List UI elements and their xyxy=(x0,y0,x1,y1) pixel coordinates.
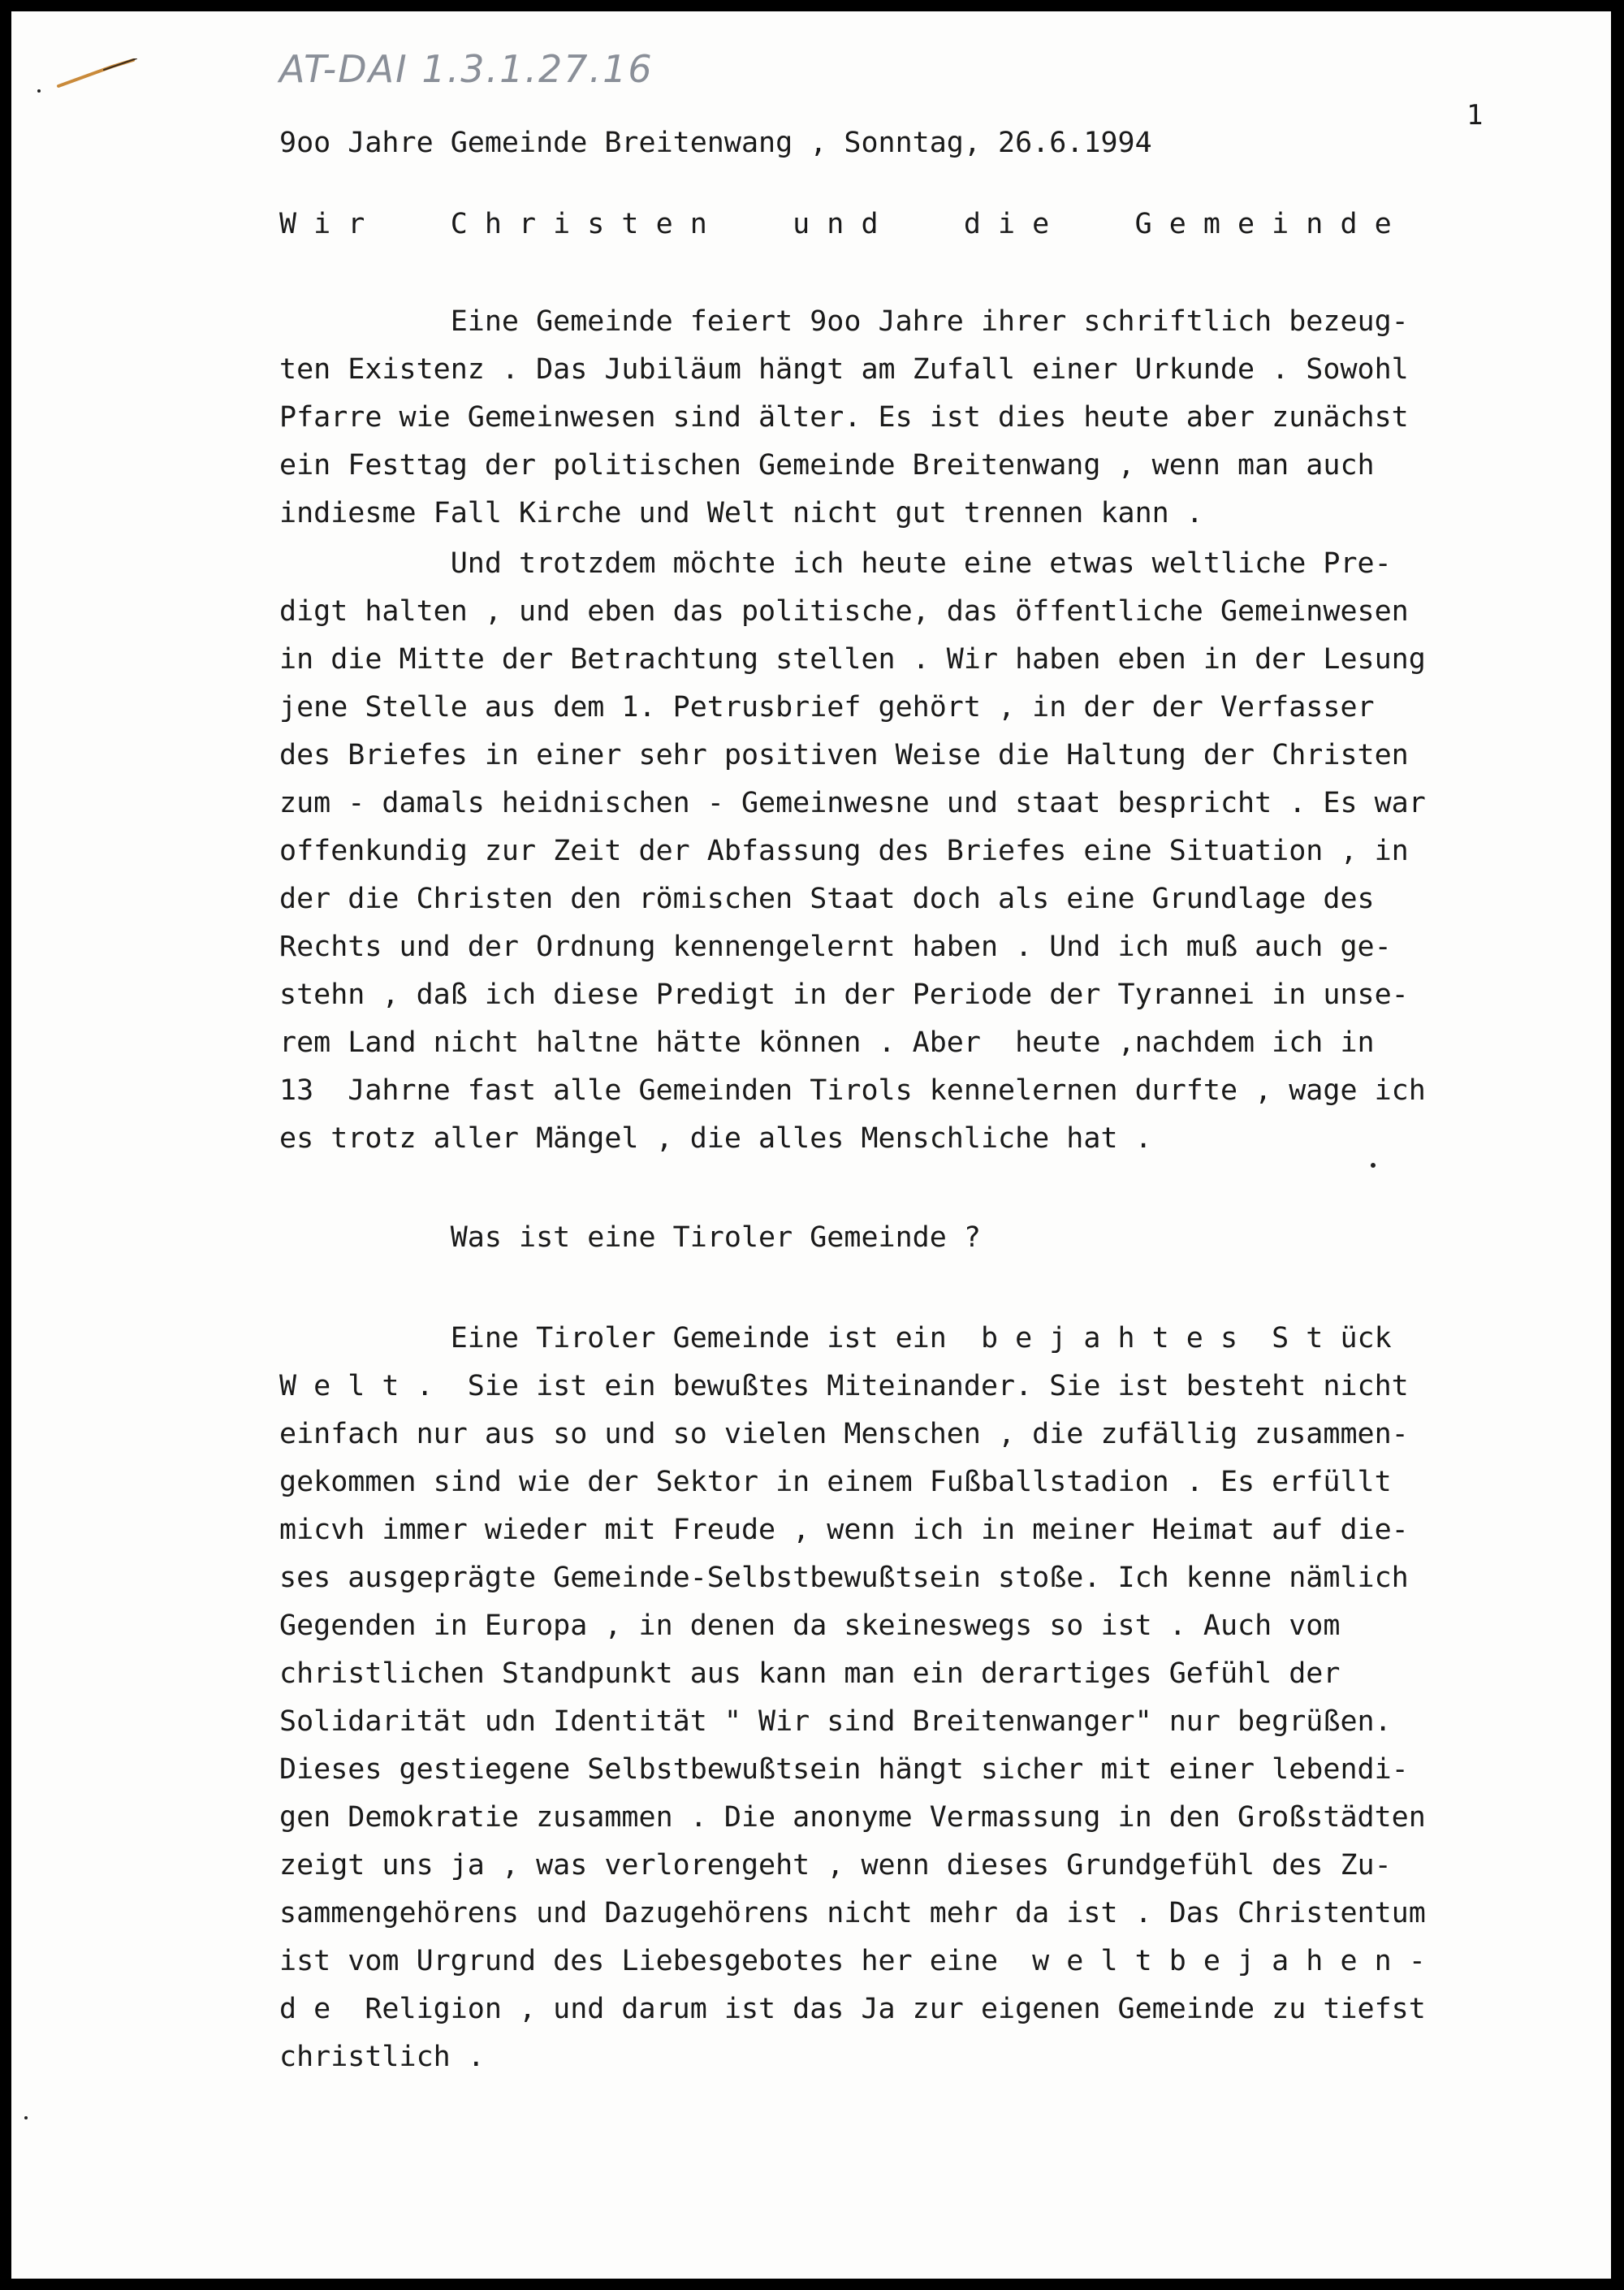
body-line: stehn , daß ich diese Predigt in der Periode der Tyrannei in unse- xyxy=(279,979,1409,1011)
scan-speck xyxy=(37,89,41,93)
section-line: Gegenden in Europa , in denen da skeineswegs so ist . Auch vom xyxy=(279,1609,1341,1642)
section-line: sammengehörens und Dazugehörens nicht mehr da ist . Das Christentum xyxy=(279,1897,1426,1929)
body-line: ten Existenz . Das Jubiläum hängt am Zufall einer Urkunde . Sowohl xyxy=(279,353,1409,386)
body-line: zum - damals heidnischen - Gemeinwesne und staat bespricht . Es war xyxy=(279,787,1426,819)
body-line: der die Christen den römischen Staat doch als eine Grundlage des xyxy=(279,883,1375,915)
section-line: christlich . xyxy=(279,2041,485,2073)
body-line: Eine Gemeinde feiert 9oo Jahre ihrer schriftlich bezeug- xyxy=(279,305,1409,338)
section-line: gen Demokratie zusammen . Die anonyme Vermassung in den Großstädten xyxy=(279,1801,1426,1834)
section-line: micvh immer wieder mit Freude , wenn ich in meiner Heimat auf die- xyxy=(279,1514,1409,1546)
section-heading: Was ist eine Tiroler Gemeinde ? xyxy=(279,1221,981,1254)
body-line: 13 Jahrne fast alle Gemeinden Tirols kennelernen durfte , wage ich xyxy=(279,1074,1426,1107)
body-line: Pfarre wie Gemeinwesen sind älter. Es ist dies heute aber zunächst xyxy=(279,401,1409,434)
body-line: in die Mitte der Betrachtung stellen . Wir haben eben in der Lesung xyxy=(279,643,1426,676)
body-line: indiesme Fall Kirche und Welt nicht gut trennen kann . xyxy=(279,497,1203,529)
body-line: offenkundig zur Zeit der Abfassung des Briefes eine Situation , in xyxy=(279,835,1409,867)
page-number: 1 xyxy=(1466,99,1484,132)
sermon-title: W i r C h r i s t e n u n d d i e G e m e i n d e xyxy=(279,208,1392,240)
body-line: rem Land nicht haltne hätte können . Aber heute ,nachdem ich in xyxy=(279,1026,1375,1059)
document-page xyxy=(11,11,1611,2279)
body-line: digt halten , und eben das politische, das öffentliche Gemeinwesen xyxy=(279,595,1409,628)
section-line: christlichen Standpunkt aus kann man ein derartiges Gefühl der xyxy=(279,1657,1341,1690)
section-line: einfach nur aus so und so vielen Menschen , die zufällig zusammen- xyxy=(279,1418,1409,1450)
header-line: 9oo Jahre Gemeinde Breitenwang , Sonntag, 26.6.1994 xyxy=(279,127,1152,159)
section-line: ist vom Urgrund des Liebesgebotes her eine w e l t b e j a h e n - xyxy=(279,1945,1426,1977)
body-line: Rechts und der Ordnung kennengelernt haben . Und ich muß auch ge- xyxy=(279,931,1392,963)
archive-reference-handwritten: AT-DAI 1.3.1.27.16 xyxy=(279,47,654,91)
section-line: Solidarität udn Identität " Wir sind Breitenwanger" nur begrüßen. xyxy=(279,1705,1392,1738)
section-line: d e Religion , und darum ist das Ja zur eigenen Gemeinde zu tiefst xyxy=(279,1993,1426,2025)
body-line: ein Festtag der politischen Gemeinde Breitenwang , wenn man auch xyxy=(279,449,1375,482)
section-line: zeigt uns ja , was verlorengeht , wenn dieses Grundgefühl des Zu- xyxy=(279,1849,1392,1882)
section-line: gekommen sind wie der Sektor in einem Fußballstadion . Es erfüllt xyxy=(279,1466,1392,1498)
section-line: W e l t . Sie ist ein bewußtes Miteinander. Sie ist besteht nicht xyxy=(279,1370,1409,1402)
section-line: ses ausgeprägte Gemeinde-Selbstbewußtsein stoße. Ich kenne nämlich xyxy=(279,1562,1409,1594)
body-line: jene Stelle aus dem 1. Petrusbrief gehört , in der der Verfasser xyxy=(279,691,1375,724)
body-line: es trotz aller Mängel , die alles Menschliche hat . xyxy=(279,1122,1152,1155)
body-line: Und trotzdem möchte ich heute eine etwas weltliche Pre- xyxy=(279,547,1392,580)
scan-speck xyxy=(24,2116,28,2119)
section-line: Dieses gestiegene Selbstbewußtsein hängt sicher mit einer lebendi- xyxy=(279,1753,1409,1786)
body-line: des Briefes in einer sehr positiven Weise die Haltung der Christen xyxy=(279,739,1409,771)
pen-stroke-mark xyxy=(55,58,145,91)
section-line: Eine Tiroler Gemeinde ist ein b e j a h t e s S t ück xyxy=(279,1322,1392,1355)
scan-speck xyxy=(1371,1163,1376,1168)
